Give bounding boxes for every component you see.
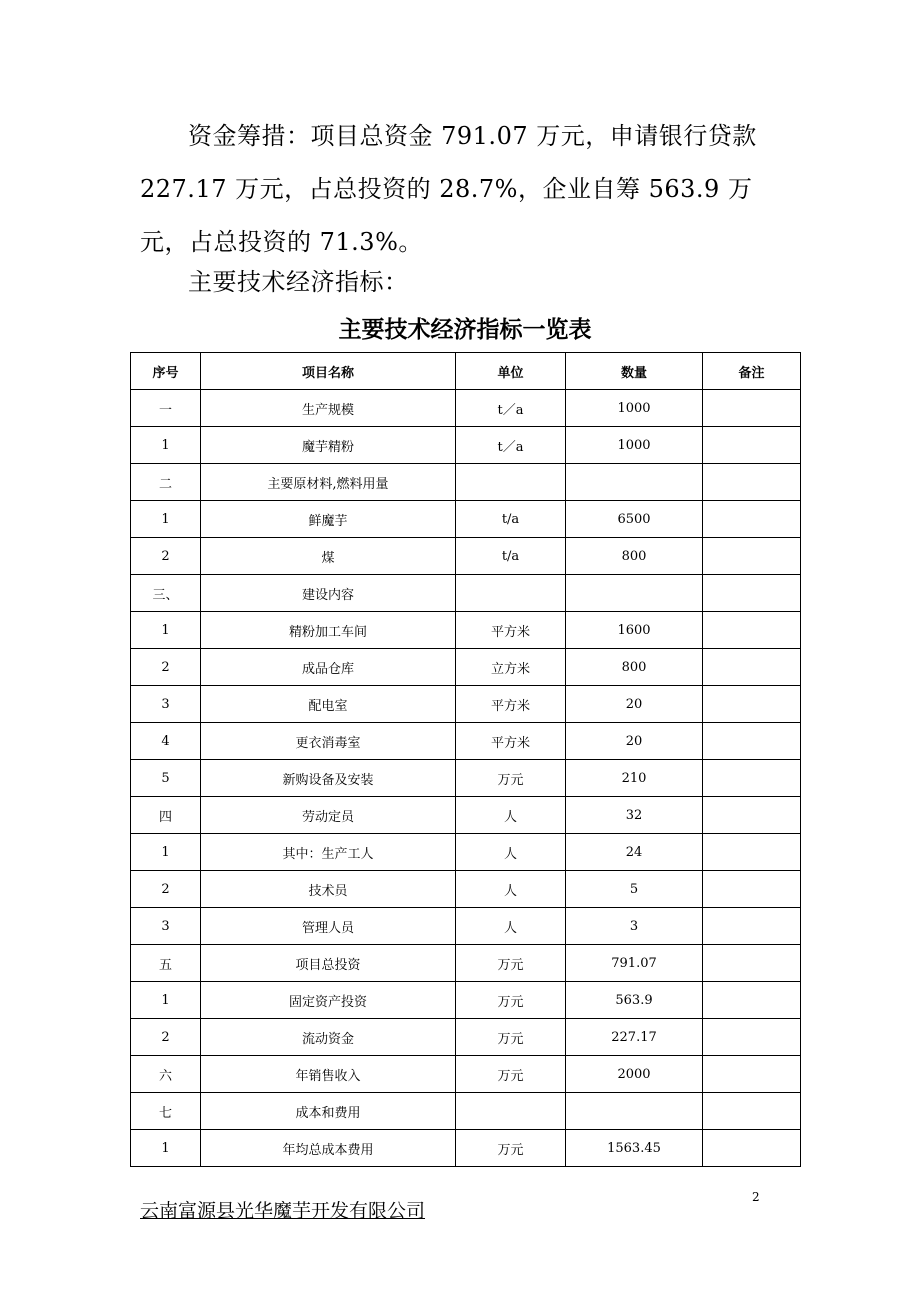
table-row	[131, 834, 801, 871]
header-index: 序号	[131, 353, 201, 390]
cell-remarks	[703, 1093, 801, 1130]
cell-item-name: 魔芋精粉	[201, 427, 456, 464]
cell-index: 3	[131, 908, 201, 945]
table-row	[131, 390, 801, 427]
cell-unit: 立方米	[456, 649, 566, 686]
cell-item-name: 年销售收入	[201, 1056, 456, 1093]
table-row	[131, 982, 801, 1019]
cell-unit: 平方米	[456, 612, 566, 649]
cell-index: 1	[131, 427, 201, 464]
table-row	[131, 797, 801, 834]
cell-remarks	[703, 1130, 801, 1167]
cell-quantity: 6500	[566, 501, 703, 538]
page-number: 2	[752, 1190, 760, 1204]
cell-index: 1	[131, 1130, 201, 1167]
cell-unit: t／a	[456, 390, 566, 427]
cell-quantity: 24	[566, 834, 703, 871]
table-row	[131, 1056, 801, 1093]
cell-quantity: 227.17	[566, 1019, 703, 1056]
header-quantity: 数量	[566, 353, 703, 390]
cell-unit: t/a	[456, 538, 566, 575]
table-row	[131, 686, 801, 723]
cell-index: 2	[131, 538, 201, 575]
cell-item-name: 更衣消毒室	[201, 723, 456, 760]
cell-unit: 人	[456, 797, 566, 834]
cell-quantity: 20	[566, 723, 703, 760]
cell-quantity: 2000	[566, 1056, 703, 1093]
table-row	[131, 723, 801, 760]
cell-quantity: 800	[566, 538, 703, 575]
cell-item-name: 技术员	[201, 871, 456, 908]
cell-remarks	[703, 760, 801, 797]
cell-unit: 平方米	[456, 686, 566, 723]
table-row	[131, 1019, 801, 1056]
cell-quantity: 3	[566, 908, 703, 945]
cell-unit: t/a	[456, 501, 566, 538]
cell-item-name: 配电室	[201, 686, 456, 723]
cell-unit: 人	[456, 908, 566, 945]
cell-quantity: 800	[566, 649, 703, 686]
table-title: 主要技术经济指标一览表	[338, 317, 592, 343]
cell-remarks	[703, 501, 801, 538]
cell-item-name: 鲜魔芋	[201, 501, 456, 538]
cell-item-name: 煤	[201, 538, 456, 575]
cell-remarks	[703, 945, 801, 982]
cell-index: 七	[131, 1093, 201, 1130]
cell-unit: 万元	[456, 1056, 566, 1093]
cell-index: 2	[131, 1019, 201, 1056]
cell-remarks	[703, 908, 801, 945]
table-row	[131, 427, 801, 464]
cell-index: 3	[131, 686, 201, 723]
cell-index: 一	[131, 390, 201, 427]
cell-index: 三、	[131, 575, 201, 612]
table-row	[131, 1093, 801, 1130]
cell-unit: 万元	[456, 945, 566, 982]
table-row	[131, 464, 801, 501]
table-row	[131, 501, 801, 538]
header-item-name: 项目名称	[201, 353, 456, 390]
cell-item-name: 精粉加工车间	[201, 612, 456, 649]
cell-unit: 万元	[456, 1019, 566, 1056]
table-row	[131, 760, 801, 797]
cell-remarks	[703, 464, 801, 501]
cell-unit: 万元	[456, 760, 566, 797]
cell-index: 4	[131, 723, 201, 760]
cell-index: 1	[131, 834, 201, 871]
indicators-intro-text: 主要技术经济指标：	[188, 268, 409, 296]
cell-index: 1	[131, 501, 201, 538]
cell-remarks	[703, 575, 801, 612]
cell-quantity: 32	[566, 797, 703, 834]
cell-remarks	[703, 1019, 801, 1056]
cell-index: 六	[131, 1056, 201, 1093]
funding-paragraph	[140, 110, 780, 269]
cell-item-name: 年均总成本费用	[201, 1130, 456, 1167]
cell-item-name: 流动资金	[201, 1019, 456, 1056]
cell-index: 1	[131, 612, 201, 649]
table-body	[131, 390, 801, 1167]
cell-remarks	[703, 612, 801, 649]
cell-index: 五	[131, 945, 201, 982]
cell-quantity: 5	[566, 871, 703, 908]
cell-unit: 万元	[456, 982, 566, 1019]
cell-quantity: 1563.45	[566, 1130, 703, 1167]
cell-quantity: 210	[566, 760, 703, 797]
cell-quantity: 1000	[566, 427, 703, 464]
cell-item-name: 生产规模	[201, 390, 456, 427]
cell-remarks	[703, 427, 801, 464]
header-unit: 单位	[456, 353, 566, 390]
indicators-table	[130, 352, 801, 1167]
table-row	[131, 945, 801, 982]
funding-text: 资金筹措：项目总资金 791.07 万元，申请银行贷款 227.17 万元，占总投资的 28.7%，企业自筹 563.9 万元，占总投资的 71.3%。	[140, 122, 757, 256]
cell-item-name: 管理人员	[201, 908, 456, 945]
cell-remarks	[703, 649, 801, 686]
cell-item-name: 主要原材料,燃料用量	[201, 464, 456, 501]
cell-remarks	[703, 390, 801, 427]
cell-index: 5	[131, 760, 201, 797]
table-row	[131, 871, 801, 908]
cell-quantity: 1600	[566, 612, 703, 649]
table-row	[131, 908, 801, 945]
indicators-intro-paragraph	[140, 256, 780, 309]
cell-item-name: 建设内容	[201, 575, 456, 612]
cell-unit: 万元	[456, 1130, 566, 1167]
cell-unit: t／a	[456, 427, 566, 464]
header-remarks: 备注	[703, 353, 801, 390]
cell-item-name: 项目总投资	[201, 945, 456, 982]
cell-quantity: 791.07	[566, 945, 703, 982]
table-row	[131, 612, 801, 649]
cell-item-name: 成品仓库	[201, 649, 456, 686]
cell-item-name: 其中：生产工人	[201, 834, 456, 871]
cell-remarks	[703, 797, 801, 834]
cell-unit	[456, 1093, 566, 1130]
cell-quantity	[566, 1093, 703, 1130]
cell-quantity	[566, 575, 703, 612]
cell-index: 2	[131, 649, 201, 686]
cell-remarks	[703, 538, 801, 575]
cell-unit: 人	[456, 834, 566, 871]
table-row	[131, 1130, 801, 1167]
cell-remarks	[703, 982, 801, 1019]
cell-unit	[456, 464, 566, 501]
cell-item-name: 固定资产投资	[201, 982, 456, 1019]
cell-index: 二	[131, 464, 201, 501]
cell-item-name: 新购设备及安装	[201, 760, 456, 797]
cell-quantity	[566, 464, 703, 501]
cell-unit: 人	[456, 871, 566, 908]
cell-quantity: 20	[566, 686, 703, 723]
table-row	[131, 649, 801, 686]
cell-index: 2	[131, 871, 201, 908]
table-row	[131, 538, 801, 575]
cell-item-name: 成本和费用	[201, 1093, 456, 1130]
table-header-row	[131, 353, 801, 390]
cell-quantity: 1000	[566, 390, 703, 427]
cell-unit: 平方米	[456, 723, 566, 760]
cell-remarks	[703, 686, 801, 723]
cell-unit	[456, 575, 566, 612]
cell-index: 1	[131, 982, 201, 1019]
cell-index: 四	[131, 797, 201, 834]
cell-remarks	[703, 871, 801, 908]
cell-remarks	[703, 1056, 801, 1093]
cell-remarks	[703, 723, 801, 760]
cell-remarks	[703, 834, 801, 871]
footer-company-name: 云南富源县光华魔芋开发有限公司	[140, 1200, 426, 1222]
table-row	[131, 575, 801, 612]
cell-quantity: 563.9	[566, 982, 703, 1019]
cell-item-name: 劳动定员	[201, 797, 456, 834]
